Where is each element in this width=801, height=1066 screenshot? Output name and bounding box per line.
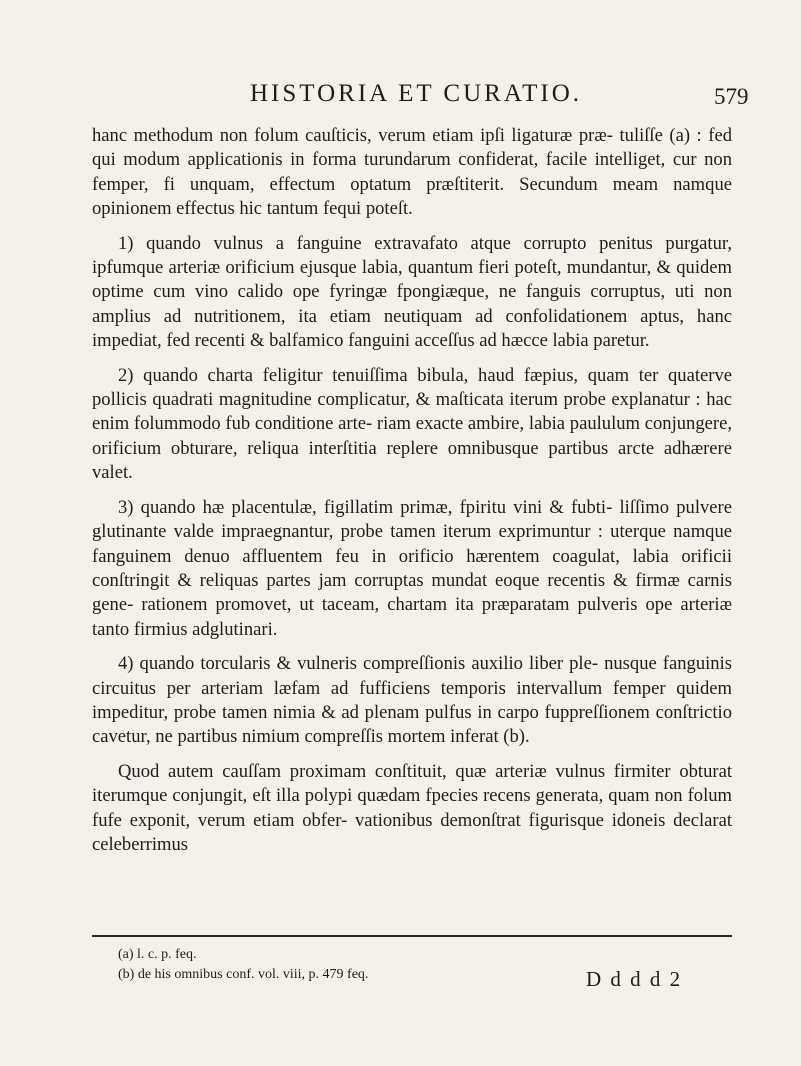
body-text (92, 124, 732, 867)
paragraph-conclusion: Quod autem cauſſam proximam conſtituit, quæ arteriæ vulnus firmiter obturat iterumque conjungit, eſt illa polypi quædam fpecies recens generata, quam non folum fufe exponit, verum etiam obfer- vationibus demonſtrat figurisque idoneis declarat celeberrimus (92, 760, 732, 855)
paragraph-4: 4) quando torcularis & vulneris compreſſionis auxilio liber ple- nusque fanguinis circuitus per arteriam læfam ad fufficiens temporis intervallum femper quidem impeditur, probe tamen nimia & ad plenam pulfus in carpo fuppreſſionem conſtrictio cavetur, ne partibus nimium compreſſis mortem inferat (b). (92, 653, 732, 748)
paragraph-3: 3) quando hæ placentulæ, figillatim primæ, fpiritu vini & fubti- liſſimo pulvere glutinante valde impraegnantur, probe tamen iterum exprimuntur : uterque namque fanguinem denuo affluentem feu in orificio hærentem coagulat, labia orificii conſtringit & reliquas partes jam corruptas mundat eoque recentis & firmæ carnis gene- rationem promovet, ut taceam, chartam ita præparatam pulveris ope arteriæ tanto firmius adglutinari. (92, 496, 732, 640)
running-title: HISTORIA ET CURATIO. (250, 80, 583, 107)
footnote-b: (b) de his omnibus conf. vol. viii, p. 479 feq. (118, 967, 369, 982)
paragraph-1: 1) quando vulnus a fanguine extravafato atque corrupto penitus purgatur, ipfumque arteriæ orificium ejusque labia, quantum fieri poteſt, mundantur, & quidem optime cum vino calido ope fyringæ fpongiæque, ne fanguis corruptus, uti non amplius ad nutritionem, ita etiam neutiquam ad confolidationem aptus, hanc impediat, fed recenti & balfamico fanguini acceſſus ad hæcce labia paretur. (92, 232, 732, 352)
paragraph-2: 2) quando charta feligitur tenuiſſima bibula, haud fæpius, quam ter quaterve pollicis quadrati magnitudine complicatur, & maſticata iterum probe explanatur : hac enim folummodo fub conditione arte- riam exacte ambire, labia paululum conjungere, orificium obturare, reliqua interſtitia replere omnibusque partibus arcte adhærere valet. (92, 364, 732, 484)
footnote-a: (a) l. c. p. feq. (118, 947, 197, 962)
signature-mark: D d d d 2 (586, 967, 683, 991)
footnote-divider (92, 935, 732, 937)
page-number: 579 (714, 84, 749, 109)
paragraph-intro: hanc methodum non folum cauſticis, verum etiam ipſi ligaturæ præ- tuliſſe (a) : fed qui modum applicationis in forma turundarum confiderat, facile intelliget, cur non femper, fi unquam, effectum optatum præſtiterit. Secundum meam namque opinionem effectus hic tantum fequi poteſt. (92, 125, 732, 220)
